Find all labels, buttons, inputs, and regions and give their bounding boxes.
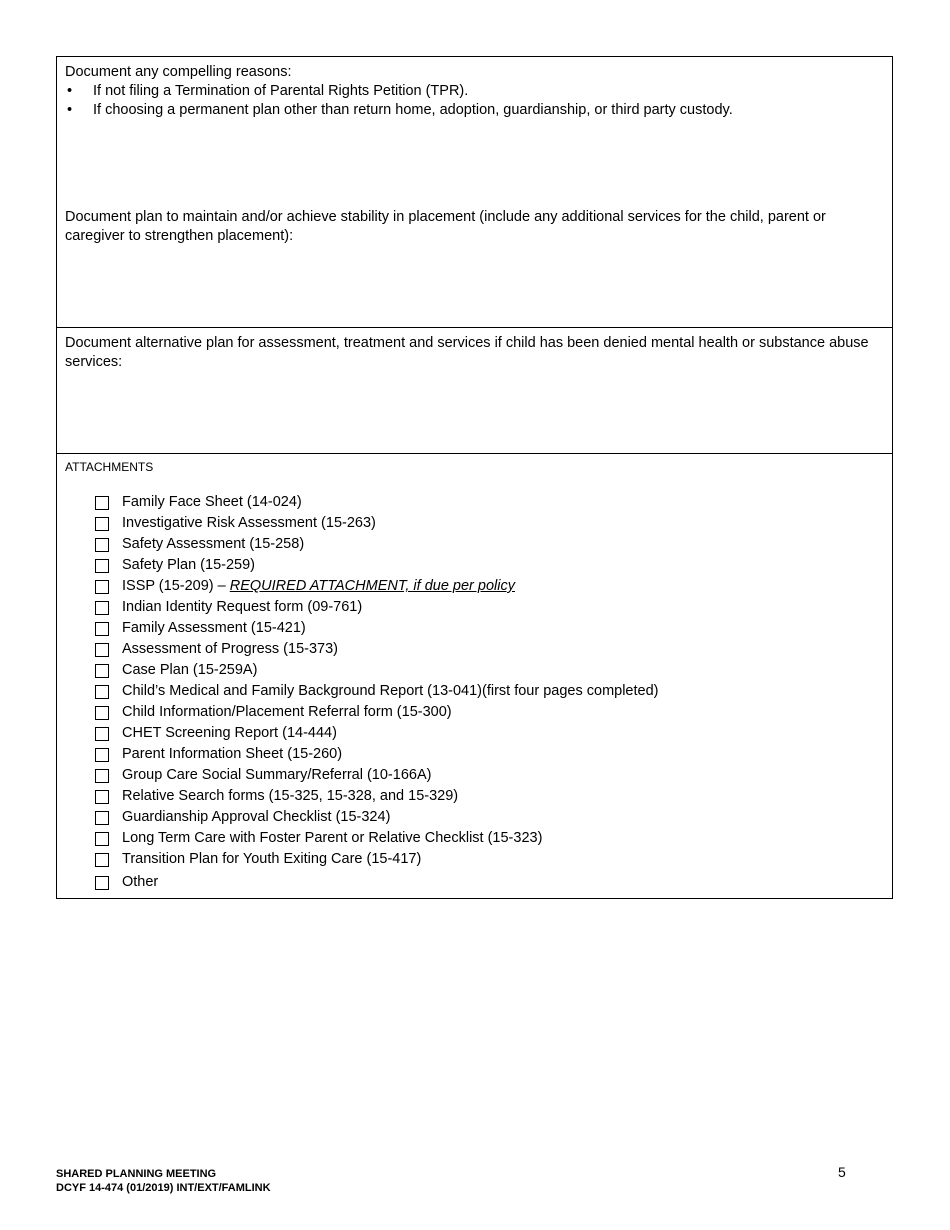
checkbox[interactable] xyxy=(95,517,109,531)
checkbox[interactable] xyxy=(95,496,109,510)
checkbox[interactable] xyxy=(95,748,109,762)
checkbox[interactable] xyxy=(95,706,109,720)
checkbox[interactable] xyxy=(95,876,109,890)
compelling-reasons-heading: Document any compelling reasons: xyxy=(65,64,292,80)
attachment-safety-assessment: Safety Assessment (15-258) xyxy=(95,534,658,555)
checkbox[interactable] xyxy=(95,769,109,783)
bullet-icon: • xyxy=(67,102,73,118)
checkbox[interactable] xyxy=(95,601,109,615)
form-box xyxy=(56,56,893,899)
attachment-medical-background: Child’s Medical and Family Background Report (13-041)(first four pages completed) xyxy=(95,681,658,702)
list-item: • If not filing a Termination of Parental Rights Petition (TPR). xyxy=(67,83,469,99)
attachments-section xyxy=(57,453,892,898)
attachment-relative-search: Relative Search forms (15-325, 15-328, and 15-329) xyxy=(95,786,658,807)
alternative-plan-section[interactable] xyxy=(57,327,892,453)
stability-heading: Document plan to maintain and/or achieve stability in placement (include any additional services for the child, parent or caregiver to strengthen placement): xyxy=(65,209,826,244)
checkbox[interactable] xyxy=(95,622,109,636)
compelling-reasons-list xyxy=(65,82,884,120)
alternative-plan-heading: Document alternative plan for assessment, treatment and services if child has been denied mental health or substance abuse services: xyxy=(65,335,869,370)
list-item: • If choosing a permanent plan other than return home, adoption, guardianship, or third party custody. xyxy=(67,102,733,118)
attachment-group-care: Group Care Social Summary/Referral (10-166A) xyxy=(95,765,658,786)
checkbox[interactable] xyxy=(95,727,109,741)
checkbox[interactable] xyxy=(95,559,109,573)
footer-form-number: DCYF 14-474 (01/2019) INT/EXT/FAMLINK xyxy=(56,1182,271,1194)
footer-form-title: SHARED PLANNING MEETING xyxy=(56,1168,217,1180)
attachment-case-plan: Case Plan (15-259A) xyxy=(95,660,658,681)
checkbox[interactable] xyxy=(95,685,109,699)
attachment-placement-referral: Child Information/Placement Referral form (15-300) xyxy=(95,702,658,723)
attachment-long-term-care: Long Term Care with Foster Parent or Relative Checklist (15-323) xyxy=(95,828,658,849)
stability-section[interactable] xyxy=(57,202,892,327)
attachments-list xyxy=(95,492,658,893)
attachment-other: Other xyxy=(95,872,658,893)
attachment-issp: ISSP (15-209) – REQUIRED ATTACHMENT, if due per policy xyxy=(95,576,658,597)
attachment-assessment-progress: Assessment of Progress (15-373) xyxy=(95,639,658,660)
attachment-guardianship: Guardianship Approval Checklist (15-324) xyxy=(95,807,658,828)
attachment-family-face-sheet: Family Face Sheet (14-024) xyxy=(95,492,658,513)
checkbox[interactable] xyxy=(95,580,109,594)
checkbox[interactable] xyxy=(95,832,109,846)
checkbox[interactable] xyxy=(95,643,109,657)
attachment-indian-identity: Indian Identity Request form (09-761) xyxy=(95,597,658,618)
bullet-icon: • xyxy=(67,83,73,99)
checkbox[interactable] xyxy=(95,790,109,804)
checkbox[interactable] xyxy=(95,538,109,552)
attachment-parent-info: Parent Information Sheet (15-260) xyxy=(95,744,658,765)
checkbox[interactable] xyxy=(95,664,109,678)
form-footer xyxy=(56,1167,271,1195)
issp-required-note: REQUIRED ATTACHMENT, if due per policy xyxy=(229,578,515,594)
attachment-investigative-risk: Investigative Risk Assessment (15-263) xyxy=(95,513,658,534)
attachment-safety-plan: Safety Plan (15-259) xyxy=(95,555,658,576)
checkbox[interactable] xyxy=(95,811,109,825)
page-number: 5 xyxy=(838,1164,846,1180)
attachment-transition-plan: Transition Plan for Youth Exiting Care (15-417) xyxy=(95,849,658,870)
checkbox[interactable] xyxy=(95,853,109,867)
attachment-chet-screening: CHET Screening Report (14-444) xyxy=(95,723,658,744)
attachment-family-assessment: Family Assessment (15-421) xyxy=(95,618,658,639)
attachments-title: ATTACHMENTS xyxy=(65,460,154,474)
